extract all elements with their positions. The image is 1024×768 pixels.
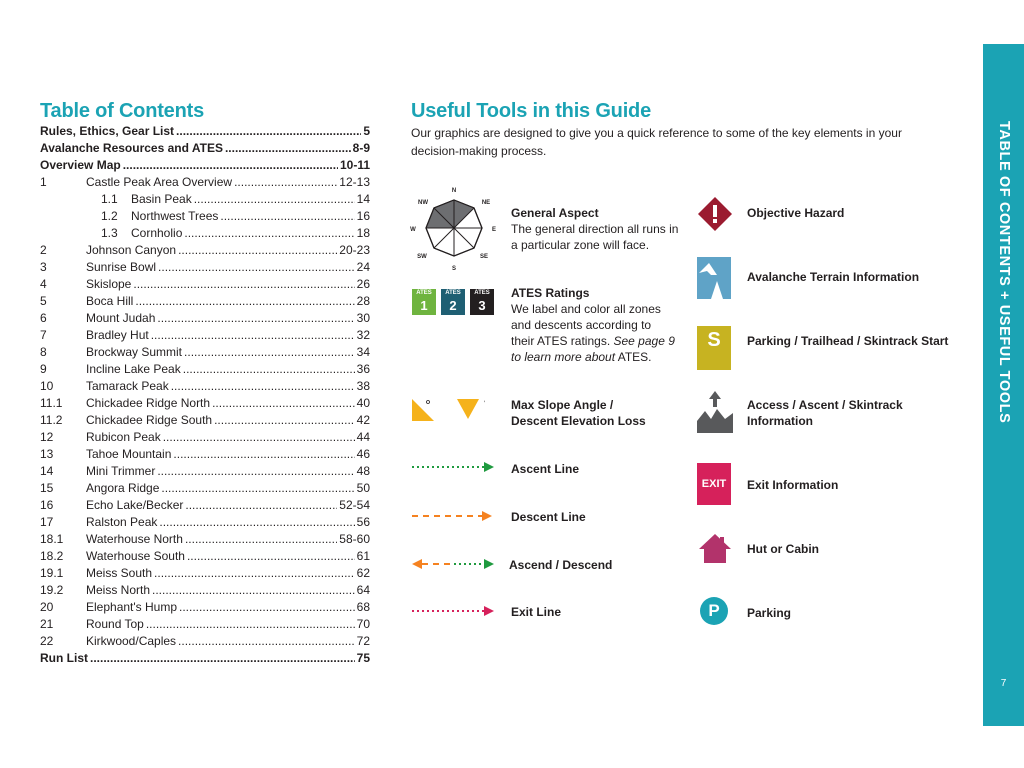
toc-entry-page: 48 xyxy=(356,464,370,478)
ates-badge-2: ATES 2 xyxy=(441,289,465,315)
toc-entry-title: Rubicon Peak xyxy=(86,430,161,444)
toc-entry xyxy=(40,157,370,174)
toc-dot-leader xyxy=(135,293,354,310)
dir-w: W xyxy=(410,227,416,233)
toc-entry-title: Chickadee Ridge North xyxy=(86,396,211,410)
toc-entry xyxy=(40,429,370,446)
toc-entry-page: 68 xyxy=(356,600,370,614)
toc-entry xyxy=(40,480,370,497)
toc-entry xyxy=(40,650,370,667)
toc-list xyxy=(40,123,370,667)
toc-entry xyxy=(40,276,370,293)
exit-information-label: Exit Information xyxy=(747,478,839,492)
aspect-compass-icon xyxy=(406,186,500,272)
toc-entry-number: 13 xyxy=(40,447,54,461)
toc-entry-number: 17 xyxy=(40,515,54,529)
toc-entry-number: 7 xyxy=(40,328,47,342)
toc-entry-page: 58-60 xyxy=(339,532,370,546)
toc-dot-leader xyxy=(184,344,355,361)
toc-entry-page: 26 xyxy=(356,277,370,291)
toc-dot-leader xyxy=(225,140,351,157)
toc-dot-leader xyxy=(161,480,354,497)
toc-dot-leader xyxy=(212,395,355,412)
toc-entry-page: 44 xyxy=(356,430,370,444)
exit-information-icon: EXIT xyxy=(697,463,731,505)
toc-entry-title: Skislope xyxy=(86,277,132,291)
toc-entry-title: Cornholio xyxy=(131,226,183,240)
ates-badge-1: ATES 1 xyxy=(412,289,436,315)
dir-s: S xyxy=(451,266,457,272)
hut-cabin-icon xyxy=(699,533,731,563)
toc-entry xyxy=(40,123,370,140)
toc-entry-number: 3 xyxy=(40,260,47,274)
slope-label-2: Descent Elevation Loss xyxy=(511,414,646,428)
toc-entry-number: 20 xyxy=(40,600,54,614)
toc-entry-title: Ralston Peak xyxy=(86,515,158,529)
parking-icon: P xyxy=(700,597,728,625)
toc-entry xyxy=(40,242,370,259)
toc-entry-page: 42 xyxy=(356,413,370,427)
toc-entry-title: Elephant's Hump xyxy=(86,600,178,614)
toc-entry xyxy=(40,191,370,208)
toc-entry xyxy=(40,582,370,599)
slope-angle-icon xyxy=(410,397,495,423)
ates-label: ATES Ratings xyxy=(511,286,590,300)
toc-entry-number: 12 xyxy=(40,430,54,444)
toc-entry-number: 2 xyxy=(40,243,47,257)
toc-entry-number: 19.2 xyxy=(40,583,64,597)
toc-entry xyxy=(40,378,370,395)
line-legend-icons xyxy=(410,459,498,629)
toc-dot-leader xyxy=(234,174,337,191)
toc-heading: Table of Contents xyxy=(40,100,205,122)
page-number: 7 xyxy=(1000,678,1007,689)
toc-entry-title: Northwest Trees xyxy=(131,209,219,223)
toc-entry-number: 1.1 xyxy=(101,192,118,206)
toc-entry xyxy=(40,174,370,191)
toc-entry-title: Round Top xyxy=(86,617,144,631)
access-ascent-icon xyxy=(697,391,733,433)
toc-entry-title: Boca Hill xyxy=(86,294,134,308)
toc-entry-title: Brockway Summit xyxy=(86,345,183,359)
toc-dot-leader xyxy=(178,242,337,259)
toc-dot-leader xyxy=(187,548,355,565)
toc-entry-number: 11.2 xyxy=(40,413,63,427)
toc-entry xyxy=(40,599,370,616)
toc-entry-title: Meiss North xyxy=(86,583,151,597)
toc-entry-title: Echo Lake/Becker xyxy=(86,498,184,512)
toc-dot-leader xyxy=(185,497,337,514)
toc-dot-leader xyxy=(157,463,354,480)
toc-entry-page: 8-9 xyxy=(352,141,370,155)
toc-entry-title: Rules, Ethics, Gear List xyxy=(40,124,175,138)
toc-entry-page: 28 xyxy=(356,294,370,308)
toc-entry-number: 8 xyxy=(40,345,47,359)
parking-trailhead-label: Parking / Trailhead / Skintrack Start xyxy=(747,334,949,348)
tool-ates-ratings xyxy=(511,285,676,365)
objective-hazard-label: Objective Hazard xyxy=(747,206,845,220)
toc-entry-page: 10-11 xyxy=(339,158,370,172)
toc-entry-title: Bradley Hut xyxy=(86,328,149,342)
toc-entry-number: 19.1 xyxy=(40,566,64,580)
toc-entry xyxy=(40,565,370,582)
toc-dot-leader xyxy=(159,514,354,531)
toc-entry-page: 16 xyxy=(356,209,370,223)
descent-line-label: Descent Line xyxy=(511,510,586,524)
toc-dot-leader xyxy=(179,599,355,616)
toc-entry xyxy=(40,361,370,378)
dir-sw: SW xyxy=(417,254,427,260)
toc-entry xyxy=(40,531,370,548)
toc-entry-title: Mount Judah xyxy=(86,311,156,325)
toc-entry-page: 34 xyxy=(356,345,370,359)
toc-entry-page: 30 xyxy=(356,311,370,325)
toc-entry-title: Waterhouse North xyxy=(86,532,183,546)
toc-entry xyxy=(40,310,370,327)
toc-dot-leader xyxy=(173,446,354,463)
toc-entry xyxy=(40,514,370,531)
avalanche-terrain-label: Avalanche Terrain Information xyxy=(747,270,920,284)
tools-intro: Our graphics are designed to give you a quick reference to some of the key elements in your decision-making process. xyxy=(411,126,902,158)
parking-trailhead-icon: S xyxy=(697,326,731,370)
svg-text:‘: ‘ xyxy=(484,401,486,407)
toc-entry-page: 14 xyxy=(356,192,370,206)
toc-entry xyxy=(40,293,370,310)
toc-entry-page: 62 xyxy=(356,566,370,580)
toc-entry xyxy=(40,463,370,480)
toc-entry-number: 5 xyxy=(40,294,47,308)
tool-access xyxy=(747,397,937,429)
objective-hazard-icon xyxy=(697,196,733,232)
slope-label-1: Max Slope Angle / xyxy=(511,398,614,412)
dir-nw: NW xyxy=(418,200,428,206)
access-label-2: Information xyxy=(747,414,813,428)
dir-se: SE xyxy=(479,254,489,260)
general-aspect-desc: The general direction all runs in a particular zone will face. xyxy=(511,222,679,252)
toc-entry-title: Tamarack Peak xyxy=(86,379,169,393)
toc-dot-leader xyxy=(152,582,355,599)
toc-entry-page: 5 xyxy=(363,124,370,138)
toc-entry-title: Johnson Canyon xyxy=(86,243,177,257)
toc-dot-leader xyxy=(154,565,355,582)
toc-entry-title: Run List xyxy=(40,651,88,665)
tool-general-aspect xyxy=(511,205,681,253)
toc-entry xyxy=(40,140,370,157)
ascent-line-label: Ascent Line xyxy=(511,462,580,476)
access-label-1: Access / Ascent / Skintrack xyxy=(747,398,903,412)
toc-entry xyxy=(40,395,370,412)
toc-entry-page: 75 xyxy=(356,651,370,665)
parking-label: Parking xyxy=(747,606,792,620)
toc-dot-leader xyxy=(184,225,354,242)
toc-dot-leader xyxy=(220,208,354,225)
toc-entry-number: 15 xyxy=(40,481,54,495)
toc-entry-page: 46 xyxy=(356,447,370,461)
toc-dot-leader xyxy=(157,310,354,327)
toc-dot-leader xyxy=(178,633,355,650)
avalanche-terrain-icon xyxy=(697,257,731,299)
toc-dot-leader xyxy=(163,429,355,446)
toc-entry-number: 4 xyxy=(40,277,47,291)
toc-entry-number: 6 xyxy=(40,311,47,325)
toc-entry xyxy=(40,616,370,633)
ates-desc: We label and color all zones and descents according to their ATES ratings. See page 9 to learn more about ATES. xyxy=(511,302,675,364)
toc-dot-leader xyxy=(194,191,355,208)
toc-entry-number: 22 xyxy=(40,634,54,648)
toc-dot-leader xyxy=(171,378,355,395)
toc-entry-number: 16 xyxy=(40,498,54,512)
toc-dot-leader xyxy=(214,412,355,429)
toc-entry-number: 21 xyxy=(40,617,54,631)
toc-entry-page: 12-13 xyxy=(339,175,370,189)
toc-entry-page: 64 xyxy=(356,583,370,597)
toc-entry xyxy=(40,497,370,514)
toc-dot-leader xyxy=(133,276,354,293)
toc-entry-number: 1 xyxy=(40,175,47,189)
toc-entry-title: Mini Trimmer xyxy=(86,464,156,478)
toc-dot-leader xyxy=(123,157,338,174)
toc-entry-title: Avalanche Resources and ATES xyxy=(40,141,223,155)
toc-entry xyxy=(40,208,370,225)
toc-entry xyxy=(40,225,370,242)
toc-entry-title: Kirkwood/Caples xyxy=(86,634,177,648)
toc-entry-number: 10 xyxy=(40,379,54,393)
dir-n: N xyxy=(451,188,457,194)
toc-entry xyxy=(40,446,370,463)
dir-ne: NE xyxy=(481,200,491,206)
tools-heading: Useful Tools in this Guide xyxy=(411,100,651,122)
toc-entry-page: 36 xyxy=(356,362,370,376)
toc-entry-page: 52-54 xyxy=(339,498,370,512)
toc-entry xyxy=(40,633,370,650)
toc-entry-title: Overview Map xyxy=(40,158,121,172)
toc-entry-page: 40 xyxy=(356,396,370,410)
toc-entry-title: Tahoe Mountain xyxy=(86,447,172,461)
toc-dot-leader xyxy=(183,361,355,378)
toc-entry-title: Castle Peak Area Overview xyxy=(86,175,233,189)
toc-entry-title: Chickadee Ridge South xyxy=(86,413,213,427)
toc-entry-number: 11.1 xyxy=(40,396,63,410)
section-sidebar-tab xyxy=(983,44,1024,726)
toc-dot-leader xyxy=(90,650,355,667)
toc-entry-number: 14 xyxy=(40,464,54,478)
toc-entry-page: 18 xyxy=(356,226,370,240)
toc-entry-page: 38 xyxy=(356,379,370,393)
toc-entry-page: 72 xyxy=(356,634,370,648)
toc-entry-page: 32 xyxy=(356,328,370,342)
toc-entry xyxy=(40,259,370,276)
toc-entry-number: 9 xyxy=(40,362,47,376)
toc-entry-page: 70 xyxy=(356,617,370,631)
toc-entry-title: Sunrise Bowl xyxy=(86,260,157,274)
toc-entry xyxy=(40,412,370,429)
toc-dot-leader xyxy=(185,531,337,548)
toc-entry-number: 1.3 xyxy=(101,226,118,240)
toc-entry-title: Meiss South xyxy=(86,566,153,580)
section-title: TABLE OF CONTENTS + USEFUL TOOLS xyxy=(996,120,1012,424)
toc-entry-title: Angora Ridge xyxy=(86,481,160,495)
toc-entry-number: 18.1 xyxy=(40,532,64,546)
toc-entry-title: Incline Lake Peak xyxy=(86,362,181,376)
hut-cabin-label: Hut or Cabin xyxy=(747,542,819,556)
tool-slope-angle xyxy=(511,397,681,429)
toc-entry-page: 20-23 xyxy=(339,243,370,257)
toc-entry xyxy=(40,548,370,565)
ascend-descend-label: Ascend / Descend xyxy=(509,558,613,572)
toc-entry-title: Waterhouse South xyxy=(86,549,185,563)
toc-entry-title: Basin Peak xyxy=(131,192,192,206)
dir-e: E xyxy=(491,227,497,233)
toc-entry xyxy=(40,327,370,344)
toc-entry-number: 18.2 xyxy=(40,549,64,563)
general-aspect-label: General Aspect xyxy=(511,206,599,220)
toc-entry-page: 50 xyxy=(356,481,370,495)
toc-dot-leader xyxy=(151,327,355,344)
exit-line-label: Exit Line xyxy=(511,605,562,619)
toc-dot-leader xyxy=(158,259,355,276)
toc-entry-page: 24 xyxy=(356,260,370,274)
toc-entry xyxy=(40,344,370,361)
ates-badge-3: ATES 3 xyxy=(470,289,494,315)
toc-entry-number: 1.2 xyxy=(101,209,118,223)
toc-entry-page: 56 xyxy=(356,515,370,529)
toc-dot-leader xyxy=(146,616,355,633)
toc-entry-page: 61 xyxy=(356,549,370,563)
toc-dot-leader xyxy=(176,123,361,140)
